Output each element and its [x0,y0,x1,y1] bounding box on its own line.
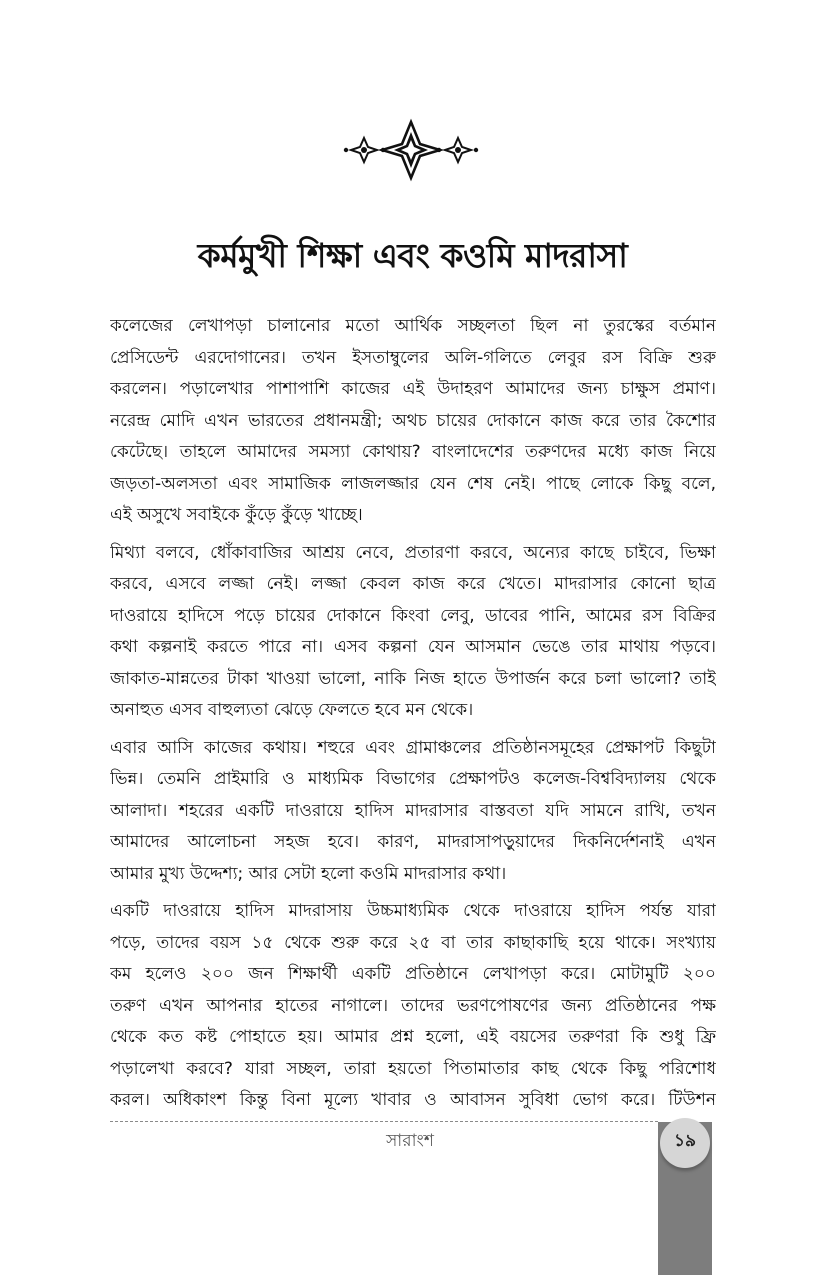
text-line: তরুণ এখন আপনার হাতের নাগালে। তাদের ভরণপোষণের জন্য প্রতিষ্ঠানের পক্ষ [110,995,716,1016]
text-line: পড়ে, তাদের বয়স ১৫ থেকে শুরু করে ২৫ বা তার কাছাকাছি হয়ে থাকে। সংখ্যায় [110,932,716,953]
text-line: অনাহুত এসব বাহুল্যতা ঝেড়ে ফেলতে হবে মন থেকে। [110,700,474,720]
text-line: এই অসুখে সবাইকে কুঁড়ে কুঁড়ে খাচ্ছে। [110,505,363,525]
text-line: আমার মুখ্য উদ্দেশ্য; আর সেটা হলো কওমি মাদরাসার কথা। [110,863,507,884]
body-text [110,311,716,1123]
page-number: ১৯ [660,1118,710,1168]
text-line: একটি দাওরায়ে হাদিস মাদরাসায় উচ্চমাধ্যমিক থেকে দাওরায়ে হাদিস পর্যন্ত যারা [110,901,716,921]
text-line: নরেন্দ্র মোদি এখন ভারতের প্রধানমন্ত্রী; অথচ চায়ের দোকানে কাজ করে তার কৈশোর [110,410,716,431]
paragraph [110,733,716,891]
text-line: কেটেছে। তাহলে আমাদের সমস্যা কোথায়? বাংলাদেশের তরুণদের মধ্যে কাজ নিয়ে [110,442,716,462]
chapter-title: কর্মমুখী শিক্ষা এবং কওমি মাদরাসা [197,236,628,275]
text-line: আমাদের আলোচনা সহজ হবে। কারণ, মাদরাসাপড়ুয়াদের দিকনির্দেশনাই এখন [110,832,716,852]
text-line: জড়তা-অলসতা এবং সামাজিক লাজলজ্জার যেন শেষ নেই। পাছে লোকে কিছু বলে, [110,473,716,494]
text-line: এবার আসি কাজের কথায়। শহুরে এবং গ্রামাঞ্চলের প্রতিষ্ঠানসমূহের প্রেক্ষাপট কিছুটা [110,737,716,758]
text-line: প্রেসিডেন্ট এরদোগানের। তখন ইসতাম্বুলের অলি-গলিতে লেবুর রস বিক্রি শুরু [110,347,716,368]
text-line: পড়ালেখা করবে? যারা সচ্ছল, তারা হয়তো পিতামাতার কাছ থেকে কিছু পরিশোধ [110,1058,716,1079]
text-line: দাওরায়ে হাদিসে পড়ে চায়ের দোকানে কিংবা লেবু, ডাবের পানি, আমের রস বিক্রির [110,605,716,626]
text-line: করল। অধিকাংশ কিন্তু বিনা মূল্যে খাবার ও আবাসন সুবিধা ভোগ করে। টিউশন [110,1090,716,1110]
text-line: করবে, এসবে লজ্জা নেই। লজ্জা কেবল কাজ করে খেতে। মাদরাসার কোনো ছাত্র [110,574,716,594]
star-ornament-icon [342,118,480,182]
paragraph [110,896,716,1117]
text-line: কথা কল্পনাই করতে পারে না। এসব কল্পনা যেন আসমান ভেঙে তার মাথায় পড়বে। [110,637,716,657]
text-line: জাকাত-মান্নতের টাকা খাওয়া ভালো, নাকি নিজ হাতে উপার্জন করে চলা ভালো? তাই [110,668,716,689]
running-head: সারাংশ [386,1131,434,1151]
paragraph [110,311,716,532]
text-line: কলেজের লেখাপড়া চালানোর মতো আর্থিক সচ্ছলতা ছিল না তুরস্কের বর্তমান [110,316,716,336]
paragraph [110,538,716,727]
text-line: থেকে কত কষ্ট পোহাতে হয়। আমার প্রশ্ন হলো, এই বয়সের তরুণরা কি শুধু ফ্রি [110,1027,716,1047]
footer-divider [110,1121,658,1122]
text-line: ভিন্ন। তেমনি প্রাইমারি ও মাধ্যমিক বিভাগের প্রেক্ষাপটও কলেজ-বিশ্ববিদ্যালয় থেকে [110,769,716,789]
text-line: করলেন। পড়ালেখার পাশাপাশি কাজের এই উদাহরণ আমাদের জন্য চাক্ষুস প্রমাণ। [110,379,716,399]
text-line: কম হলেও ২০০ জন শিক্ষার্থী একটি প্রতিষ্ঠানে লেখাপড়া করে। মোটামুটি ২০০ [110,964,716,984]
text-line: আলাদা। শহরের একটি দাওরায়ে হাদিস মাদরাসার বাস্তবতা যদি সামনে রাখি, তখন [110,800,716,821]
text-line: মিথ্যা বলবে, ধোঁকাবাজির আশ্রয় নেবে, প্রতারণা করবে, অন্যের কাছে চাইবে, ভিক্ষা [110,542,716,563]
